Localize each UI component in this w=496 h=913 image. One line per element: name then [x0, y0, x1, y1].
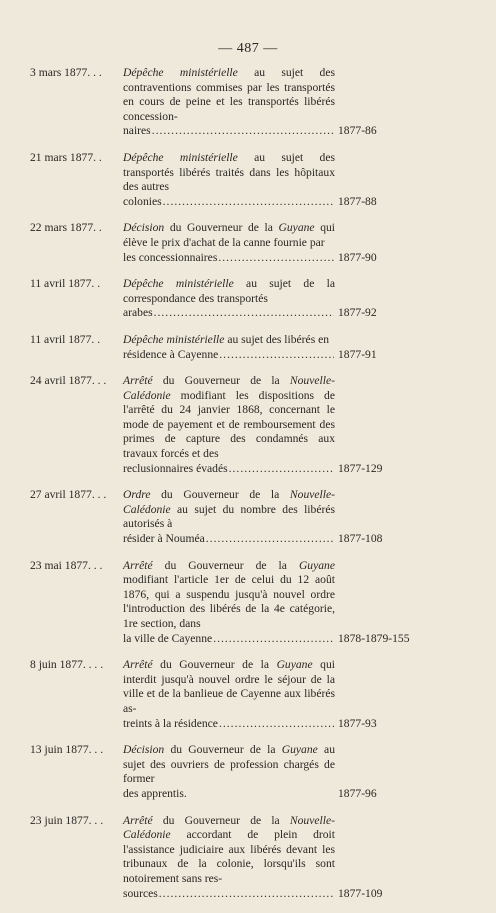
entry-doc-type: Dépêche ministérielle [123, 66, 238, 79]
leader-dots [219, 348, 334, 363]
entry-reference: 1877-90 [338, 250, 377, 264]
entry-description: au sujet des contraventions commises par les transportés en cours de peine et les transportés libérés concession- [123, 66, 335, 123]
entry-body [123, 151, 335, 195]
entry-authority: du Gouverneur de la [162, 813, 280, 827]
list-item [0, 221, 496, 265]
entry-last-line [123, 348, 335, 363]
leader-dots [213, 632, 334, 647]
entry-last-line [123, 532, 335, 547]
entry-authority: du Gouverneur de la [169, 221, 273, 235]
leader-dots [229, 462, 334, 477]
entry-last-text: naires [123, 124, 151, 138]
list-item [0, 277, 496, 321]
entry-description: au sujet du nombre des libérés autorisés à [123, 502, 335, 531]
entry-last-text: les concessionnaires [123, 250, 218, 264]
list-item [0, 333, 496, 362]
entry-colony: Guyane [276, 658, 313, 672]
entry-description: au sujet des transportés libérés traités dans les hôpitaux des autres [123, 150, 335, 194]
entry-text [123, 814, 335, 902]
entry-last-text: sources [123, 886, 158, 900]
entry-last-line [123, 124, 335, 139]
entry-text [123, 374, 335, 476]
entry-colony: Nouvelle-Calédonie [123, 374, 335, 402]
list-item [0, 559, 496, 647]
entry-date: 8 juin 1877. . . . [30, 658, 104, 672]
entry-doc-type: Ordre [123, 488, 151, 502]
entry-doc-type: Décision [123, 743, 165, 757]
entry-reference: 1877-96 [338, 786, 377, 800]
entry-authority: du Gouverneur de la [164, 558, 287, 572]
entry-last-line [123, 787, 335, 802]
entry-date: 13 juin 1877. . . [30, 743, 104, 757]
entry-last-text: des apprentis. [123, 786, 187, 800]
entry-description: au sujet des ouvriers de profession chargés de former [123, 743, 335, 786]
entry-body [123, 277, 335, 306]
entry-last-line [123, 717, 335, 732]
page-number: — 487 — [218, 41, 278, 56]
entry-last-text: colonies [123, 194, 162, 208]
entry-text [123, 559, 335, 647]
entry-authority: du Gouverneur de la [161, 488, 280, 502]
entry-body [123, 814, 335, 887]
list-item [0, 658, 496, 731]
entry-text [123, 277, 335, 321]
entry-body [123, 221, 335, 250]
entry-description: au sujet des libérés en [227, 332, 330, 346]
entry-date: 11 avril 1877. . [30, 277, 101, 291]
entry-last-line [123, 251, 335, 266]
entry-doc-type: Arrêté [123, 558, 153, 572]
entry-description: qui élève le prix d'achat de la canne fournie par [123, 221, 336, 249]
entry-text [123, 658, 335, 731]
entry-date: 23 juin 1877. . . [30, 813, 104, 827]
entry-body [123, 658, 335, 716]
entry-last-text: résidence à Cayenne [123, 347, 219, 361]
entry-reference: 1877-108 [338, 532, 383, 546]
list-item [0, 488, 496, 546]
list-item [0, 374, 496, 476]
entry-doc-type: Dépêche ministérielle [123, 277, 234, 291]
entry-body [123, 559, 335, 632]
entry-doc-type: Dépêche ministérielle [123, 150, 238, 164]
entry-last-line [123, 195, 335, 210]
entry-date: 22 mars 1877. . [30, 221, 102, 235]
entry-authority: du Gouverneur de la [160, 658, 270, 672]
entry-last-text: arabes [123, 306, 153, 320]
entry-reference: 1877-109 [338, 886, 383, 900]
entry-doc-type: Dépêche ministérielle [123, 332, 225, 346]
leader-dots [154, 306, 334, 321]
entry-last-text: la ville de Cayenne [123, 631, 213, 645]
entry-description: au sujet de la correspondance des transportés [123, 277, 335, 305]
list-item [0, 151, 496, 209]
entry-body [123, 374, 335, 462]
entry-doc-type: Arrêté [123, 658, 153, 672]
entry-last-line [123, 306, 335, 321]
entry-date: 11 avril 1877. . [30, 332, 101, 346]
entry-description: modifiant les dispositions de l'arrêté du 24 janvier 1868, concernant le mode de payement et de remboursement des primes de capture des condamnés aux travaux forcés et des [123, 388, 335, 461]
entry-reference: 1877-86 [338, 124, 377, 138]
entry-body [123, 488, 335, 532]
entry-colony: Guyane [298, 558, 335, 572]
entry-colony: Guyane [278, 221, 315, 235]
leader-dots [163, 195, 334, 210]
entry-colony: Guyane [281, 743, 318, 757]
entry-doc-type: Arrêté [123, 374, 153, 388]
entry-doc-type: Décision [123, 221, 165, 235]
entry-last-line [123, 632, 335, 647]
entry-text [123, 488, 335, 546]
entry-doc-type: Arrêté [123, 813, 153, 827]
entry-reference: 1877-129 [338, 461, 383, 475]
leader-dots [206, 532, 334, 547]
list-item [0, 814, 496, 902]
entry-date: 21 mars 1877. . [30, 150, 102, 164]
entry-authority: du Gouverneur de la [162, 374, 280, 388]
entry-last-text: treints à la résidence [123, 716, 218, 730]
entry-text [123, 151, 335, 209]
entry-body [123, 333, 335, 348]
list-item [0, 66, 496, 139]
entry-text [123, 221, 335, 265]
entry-last-line [123, 887, 335, 902]
entry-date: 3 mars 1877. . . [30, 66, 102, 79]
entry-date: 23 mai 1877. . . [30, 558, 103, 572]
entry-colony: Nouvelle-Calédonie [123, 813, 335, 842]
list-item [0, 743, 496, 801]
leader-dots [159, 887, 334, 902]
entry-body [123, 743, 335, 787]
entry-list [0, 66, 496, 913]
entry-last-text: reclusionnaires évadés [123, 461, 228, 475]
entry-colony: Nouvelle-Calédonie [123, 488, 335, 516]
entry-reference: 1877-92 [338, 306, 377, 320]
entry-authority: du Gouverneur de la [170, 743, 276, 757]
entry-text [123, 66, 335, 139]
leader-dots [219, 717, 334, 732]
entry-body [123, 66, 335, 124]
entry-reference: 1878-1879-155 [338, 631, 410, 645]
entry-description: qui interdit jusqu'à nouvel ordre le séjour de la ville et de la banlieue de Cayenne aux libérés as- [123, 658, 335, 715]
entry-date: 27 avril 1877. . . [30, 488, 107, 502]
leader-dots [218, 251, 334, 266]
entry-description: accordant de plein droit l'assistance judiciaire aux libérés devant les tribunaux de la colonie, lorsqu'ils sont notoirement sans res- [123, 828, 335, 885]
entry-text [123, 333, 335, 362]
entry-reference: 1877-91 [338, 347, 377, 361]
leader-dots [152, 124, 334, 139]
entry-text [123, 743, 335, 801]
entry-description: modifiant l'article 1er de celui du 12 août 1876, qui a suspendu jusqu'à nouvel ordre l'introduction des libérés de la 4e catégorie, 1re section, dans [123, 573, 335, 630]
entry-reference: 1877-88 [338, 194, 377, 208]
entry-last-line [123, 462, 335, 477]
entry-reference: 1877-93 [338, 716, 377, 730]
entry-date: 24 avril 1877. . . [30, 374, 107, 388]
entry-last-text: résider à Nouméa [123, 532, 205, 546]
